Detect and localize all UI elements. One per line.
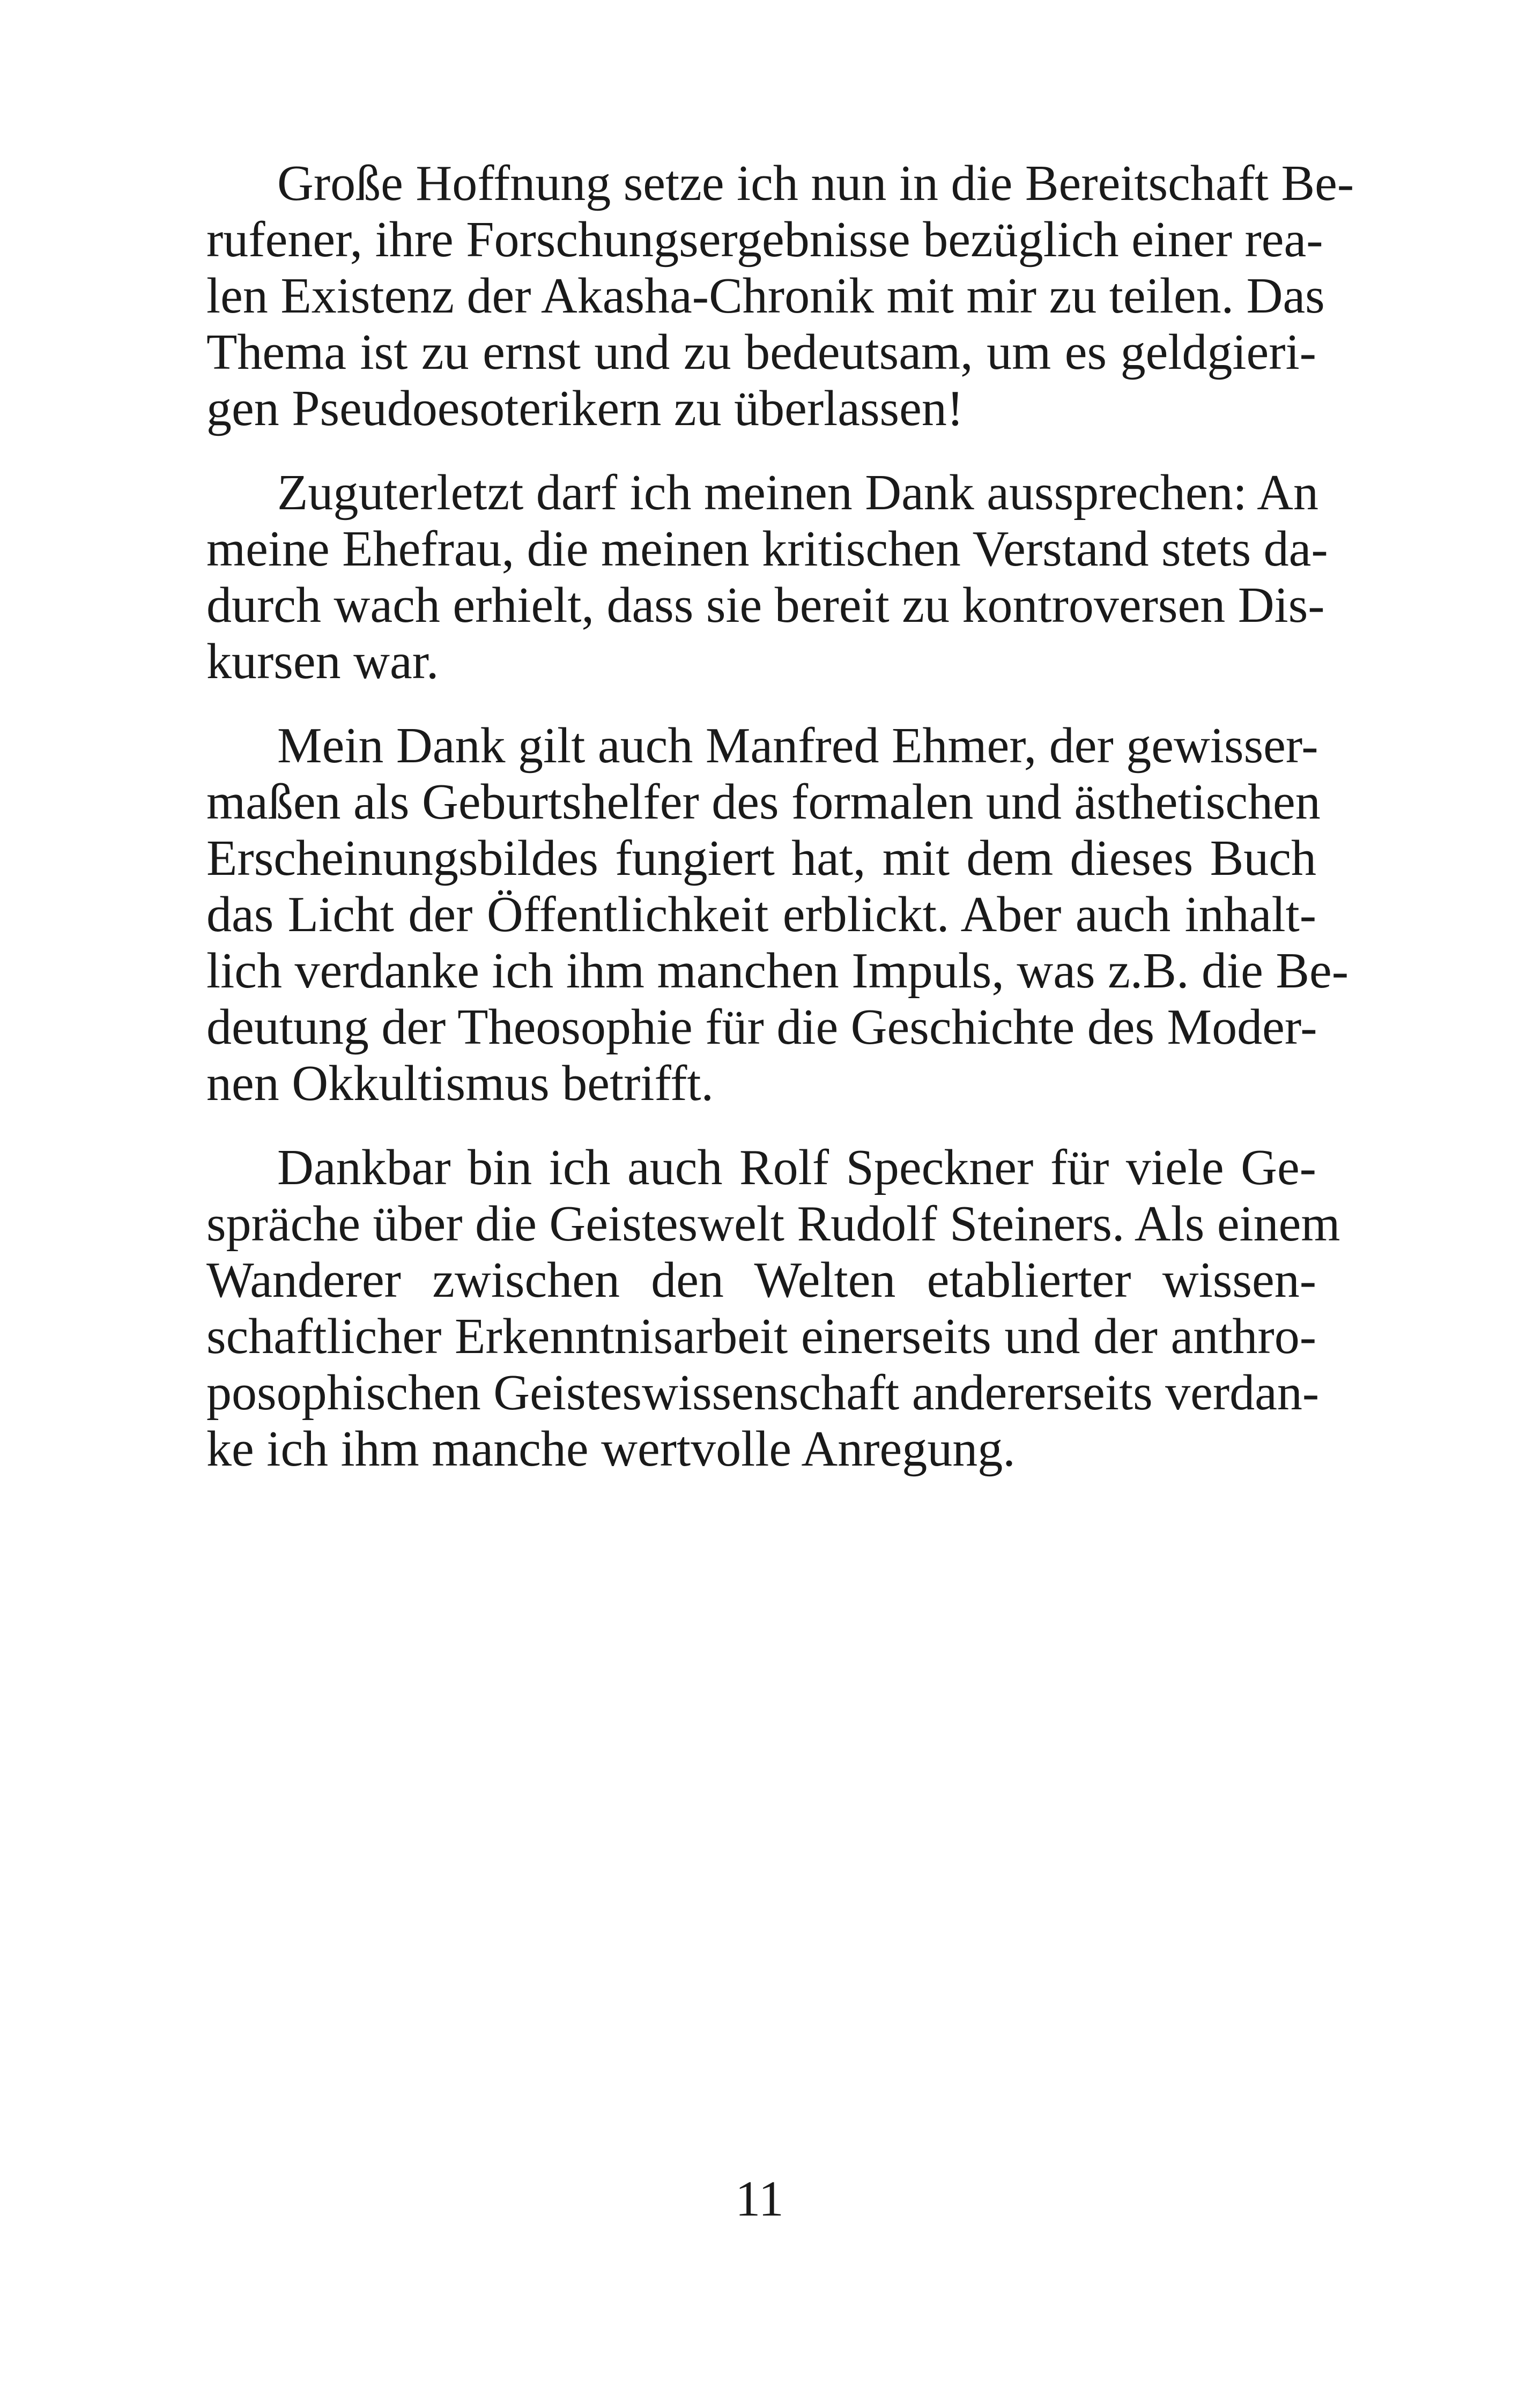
text-line: Große Hoffnung setze ich nun in die Bereitschaft Be- <box>277 155 1354 211</box>
text-line: das Licht der Öffentlichkeit erblickt. Aber auch inhalt- <box>206 887 1316 942</box>
text-line: Dankbar bin ich auch Rolf Speckner für viele Ge- <box>277 1140 1316 1195</box>
text-line: ke ich ihm manche wertvolle Anregung. <box>206 1421 1016 1477</box>
body-text <box>206 155 1354 1505</box>
text-line: gen Pseudoesoterikern zu überlassen! <box>206 381 964 436</box>
text-line: lich verdanke ich ihm manchen Impuls, was z.B. die Be- <box>206 943 1349 999</box>
text-line: len Existenz der Akasha-Chronik mit mir zu teilen. Das <box>206 268 1325 324</box>
text-line: posophischen Geisteswissenschaft andererseits verdan- <box>206 1365 1320 1421</box>
paragraph-thanks-wife <box>206 465 1328 690</box>
text-line: spräche über die Geisteswelt Rudolf Steiners. Als einem <box>206 1196 1340 1252</box>
text-line: rufener, ihre Forschungsergebnisse bezüglich einer rea- <box>206 212 1323 267</box>
text-line: nen Okkultismus betrifft. <box>206 1056 714 1111</box>
text-line: Zuguterletzt darf ich meinen Dank aussprechen: An <box>277 465 1318 521</box>
text-line: meine Ehefrau, die meinen kritischen Verstand stets da- <box>206 521 1328 577</box>
text-line: schaftlicher Erkenntnisarbeit einerseits und der anthro- <box>206 1309 1316 1364</box>
paragraph-thanks-speckner <box>206 1140 1340 1477</box>
text-line: kursen war. <box>206 634 439 689</box>
text-line: Wanderer zwischen den Welten etablierter wissen- <box>206 1252 1316 1308</box>
text-line: Erscheinungsbildes fungiert hat, mit dem dieses Buch <box>206 830 1316 886</box>
text-line: Mein Dank gilt auch Manfred Ehmer, der gewisser- <box>277 718 1318 774</box>
text-line: maßen als Geburtshelfer des formalen und ästhetischen <box>206 774 1321 830</box>
page-number: 11 <box>735 2171 784 2227</box>
text-line: deutung der Theosophie für die Geschichte des Moder- <box>206 999 1317 1055</box>
text-line: durch wach erhielt, dass sie bereit zu kontroversen Dis- <box>206 577 1325 633</box>
text-line: Thema ist zu ernst und zu bedeutsam, um es geldgieri- <box>206 324 1316 380</box>
paragraph-hope <box>206 155 1354 437</box>
paragraph-thanks-ehmer <box>206 718 1349 1112</box>
